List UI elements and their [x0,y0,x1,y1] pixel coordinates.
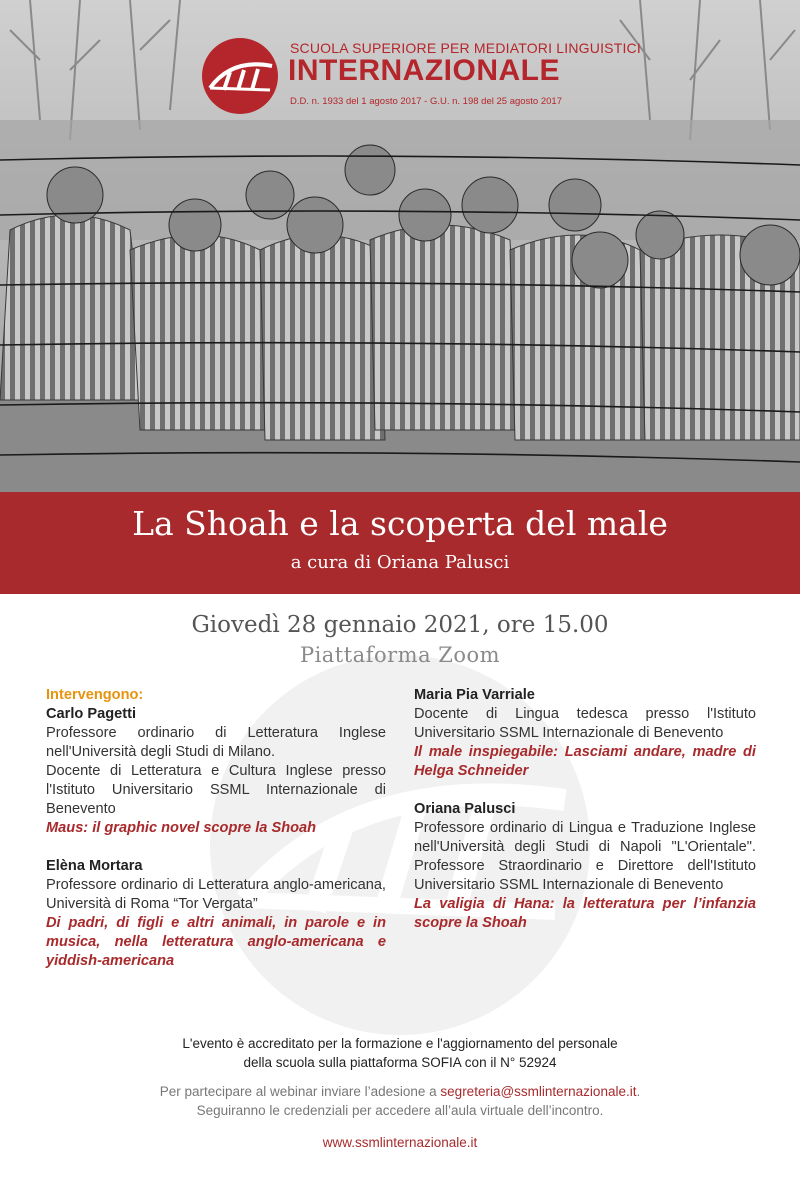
speaker-name: Oriana Palusci [414,801,516,817]
signup-note [0,1082,800,1120]
talk-title: Il male inspiegabile: Lasciami andare, madre di Helga Schneider [414,744,756,779]
logo-school-name: INTERNAZIONALE [288,54,560,87]
speaker-name: Elèna Mortara [46,858,143,874]
speaker-description: Docente di Letteratura e Cultura Inglese presso l'Istituto Universitario SSML Internazionale di Benevento [46,763,386,817]
speaker-name: Carlo Pagetti [46,706,137,722]
event-title: La Shoah e la scoperta del male [132,504,668,543]
school-logo [202,38,641,118]
signup-email-link[interactable]: segreteria@ssmlinternazionale.it [440,1084,637,1099]
accreditation-line: della scuola sulla piattaforma SOFIA con il N° 52924 [243,1055,557,1070]
title-band [0,492,800,594]
website-link[interactable]: www.ssmlinternazionale.it [322,1135,478,1150]
speaker-description: Professore ordinario di Lingua e Traduzione Inglese nell'Università degli Studi di Napoli "L'Orientale". Professore Straordinario e Direttore dell'Istituto Universitario SSML Internazionale di Benevento [414,820,756,893]
accreditation-note [0,1034,800,1072]
talk-title: Maus: il graphic novel scopre la Shoah [46,820,317,836]
signup-suffix: . [636,1084,641,1099]
speakers-right-column [414,686,756,933]
speakers-left-column [46,686,386,971]
header-photo [0,0,800,492]
talk-title: La valigia di Hana: la letteratura per l’infanzia scopre la Shoah [414,896,756,931]
speaker-description: Professore ordinario di Letteratura Inglese nell'Università degli Studi di Milano. [46,725,386,760]
speaker-description: Professore ordinario di Letteratura anglo-americana, Università di Roma “Tor Vergata” [46,877,386,912]
logo-decree: D.D. n. 1933 del 1 agosto 2017 - G.U. n. 198 del 25 agosto 2017 [290,96,562,107]
talk-title: Di padri, di figli e altri animali, in parole e in musica, nella letteratura anglo-americana e yiddish-americana [46,915,386,969]
logo-mark-icon [202,38,278,114]
accreditation-line: L'evento è accreditato per la formazione e l'aggiornamento del personale [182,1036,618,1051]
event-curator: a cura di Oriana Palusci [290,552,510,573]
signup-line [0,1082,800,1101]
signup-line: Seguiranno le credenziali per accedere all’aula virtuale dell’incontro. [196,1103,604,1118]
event-platform: Piattaforma Zoom [299,643,501,667]
signup-prefix: Per partecipare al webinar inviare l’adesione a [159,1084,441,1099]
speaker-name: Maria Pia Varriale [414,687,535,703]
event-date: Giovedì 28 gennaio 2021, ore 15.00 [191,612,609,638]
logo-school-type: SCUOLA SUPERIORE PER MEDIATORI LINGUISTICI [290,40,641,56]
speakers-label: Intervengono: [46,687,144,703]
speaker-description: Docente di Lingua tedesca presso l'Istituto Universitario SSML Internazionale di Benevento [414,706,756,741]
